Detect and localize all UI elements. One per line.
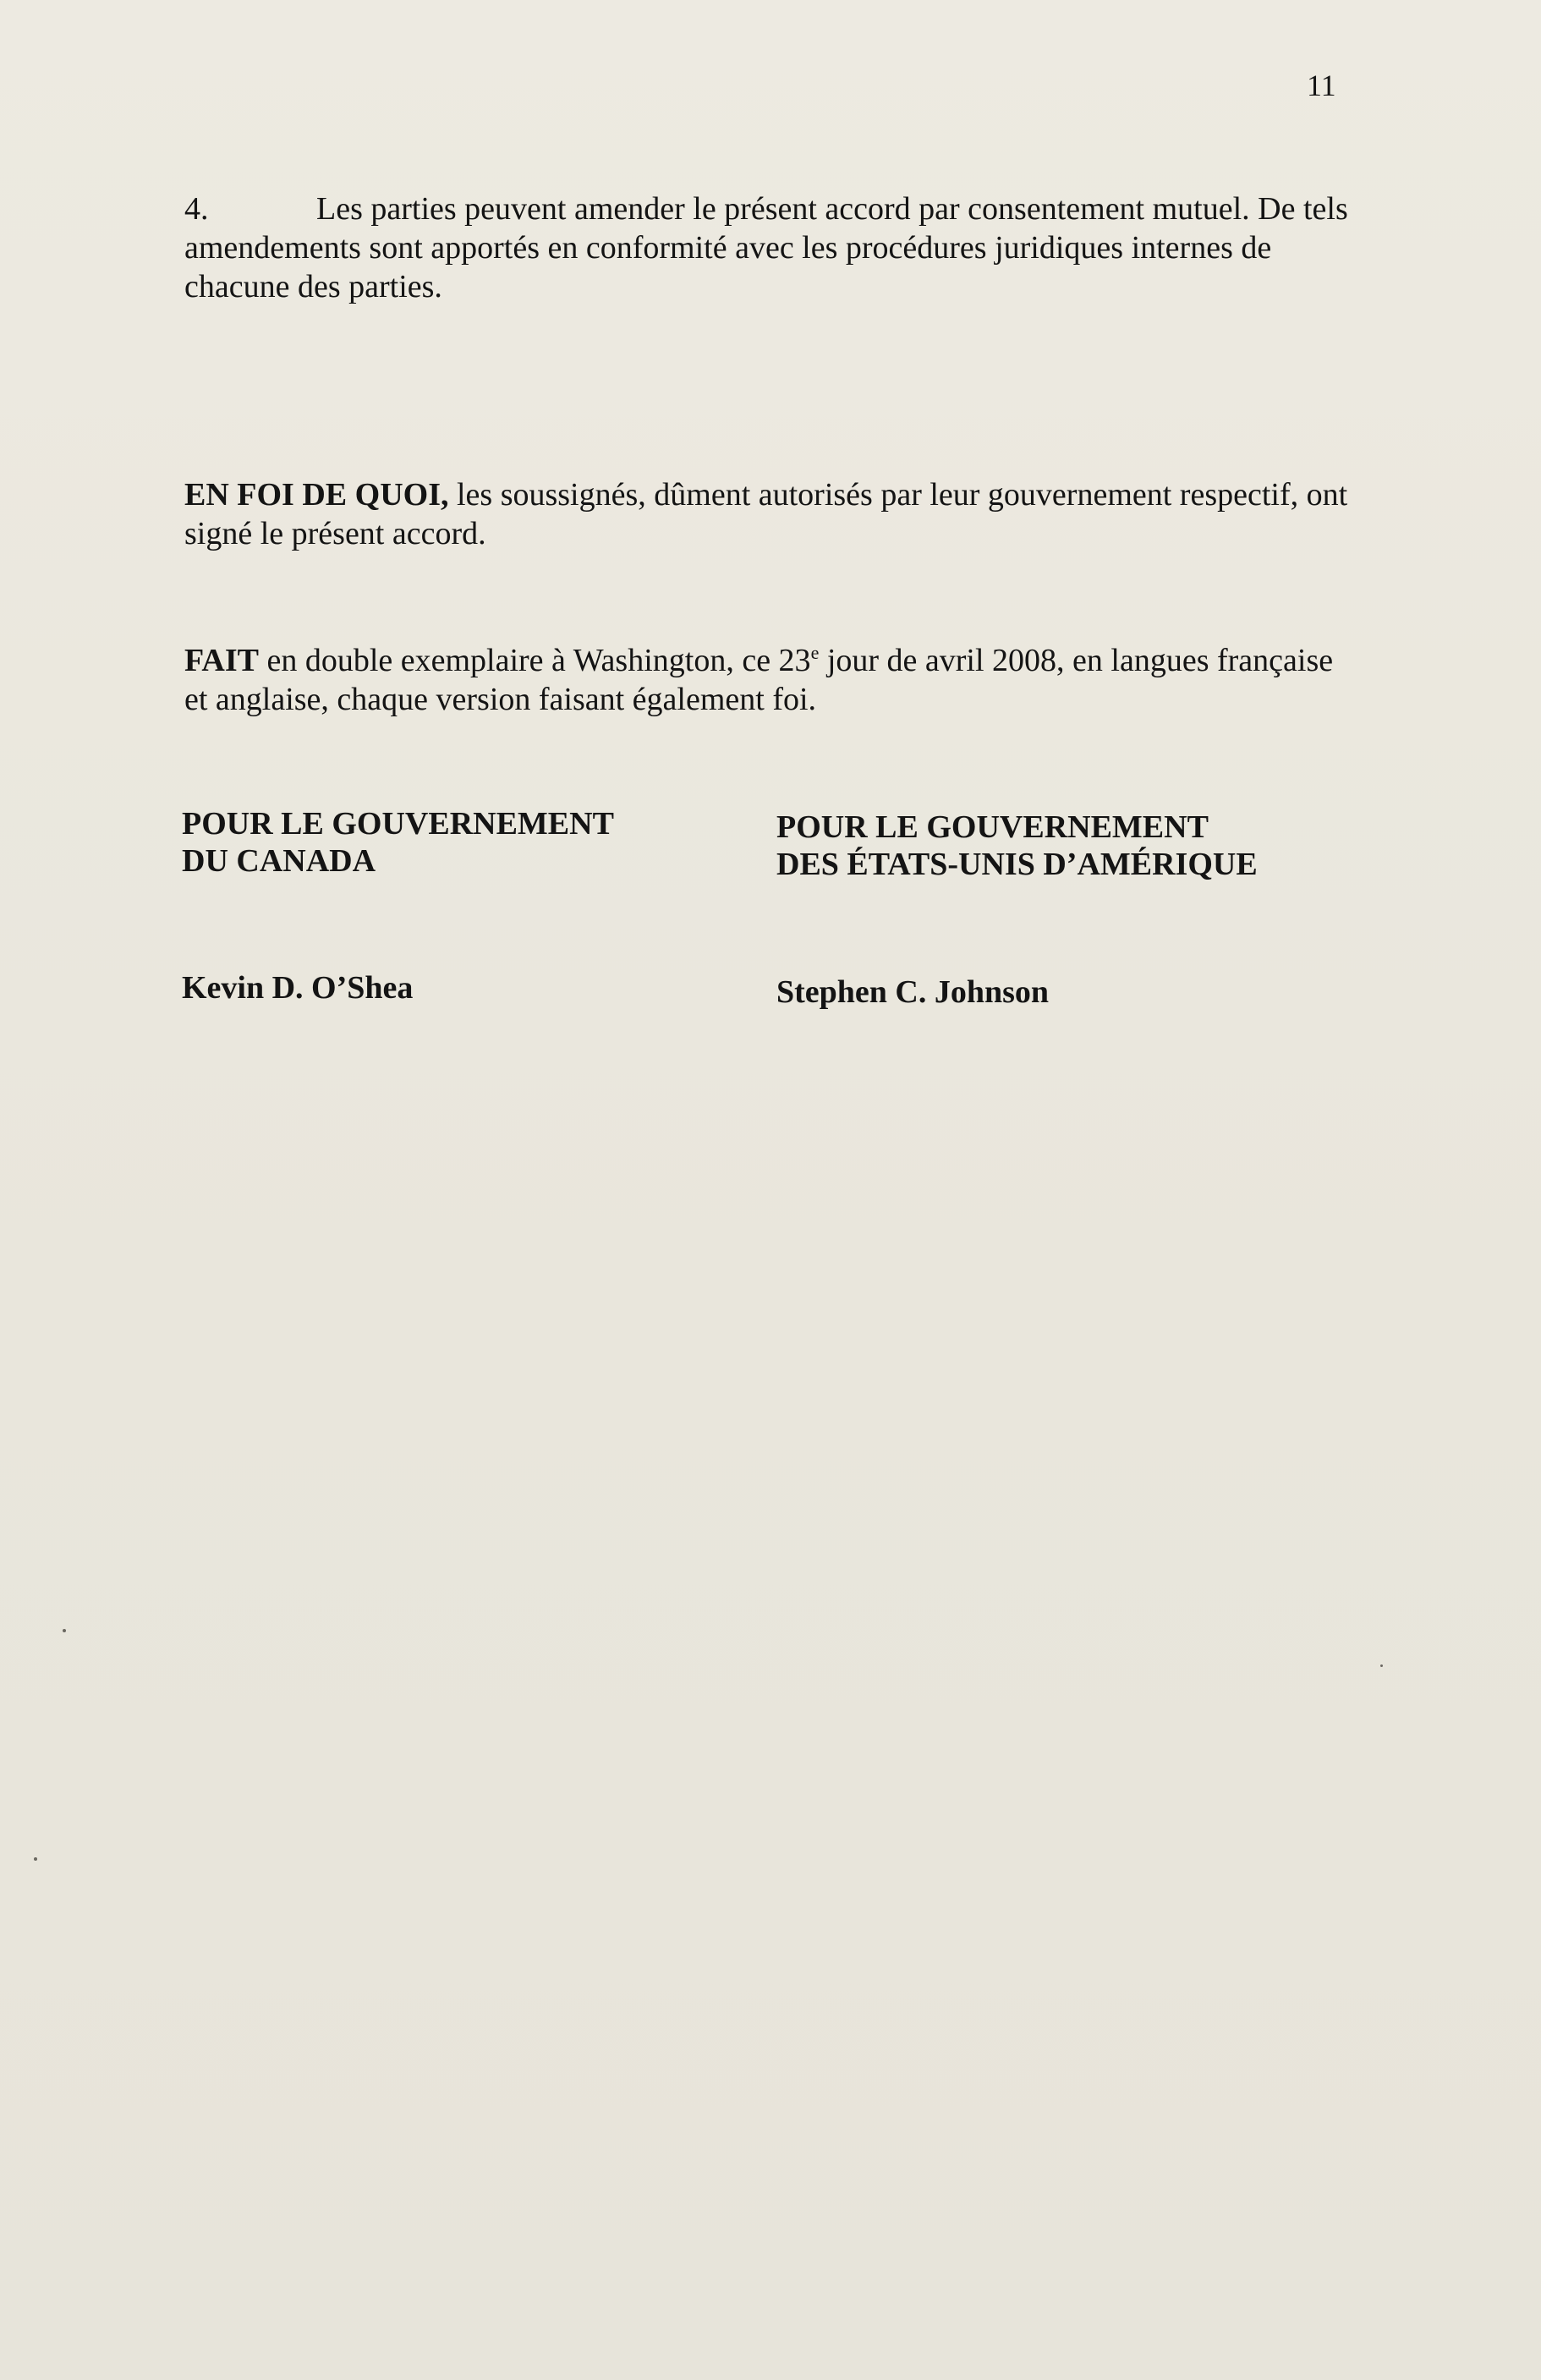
done-lead: FAIT — [184, 643, 259, 678]
signatory-canada-block — [182, 805, 614, 880]
article-4-paragraph — [184, 189, 1352, 306]
page-number: 11 — [1307, 69, 1336, 102]
signatory-usa-name: Stephen C. Johnson — [776, 974, 1050, 1010]
paper-speck — [34, 1857, 37, 1861]
witness-clause — [184, 475, 1352, 553]
signatory-canada-line1: POUR LE GOUVERNEMENT — [182, 806, 614, 842]
signatory-usa-line2: DES ÉTATS-UNIS D’AMÉRIQUE — [776, 847, 1258, 882]
signatory-usa-block — [776, 809, 1258, 883]
signatory-canada-line2: DU CANADA — [182, 843, 376, 879]
ordinal-superscript: e — [810, 642, 820, 663]
witness-lead: EN FOI DE QUOI, — [184, 477, 449, 513]
witness-text: les soussignés, dûment autorisés par leur gouvernement respectif, ont signé le présent accord. — [184, 477, 1348, 551]
done-text-after: jour de avril 2008, en langues française et anglaise, chaque version faisant également foi. — [184, 643, 1334, 717]
signatory-canada-name: Kevin D. O’Shea — [182, 970, 414, 1006]
done-clause — [184, 641, 1352, 719]
done-text-before: en double exemplaire à Washington, ce 23 — [258, 643, 811, 678]
paper-speck — [63, 1629, 66, 1632]
article-text: Les parties peuvent amender le présent accord par consentement mutuel. De tels amendements sont apportés en conformité avec les procédures juridiques internes de chacune des parties. — [184, 191, 1348, 304]
article-number: 4. — [184, 191, 209, 227]
signatory-usa-line1: POUR LE GOUVERNEMENT — [776, 809, 1209, 845]
paper-speck — [1380, 1664, 1383, 1667]
